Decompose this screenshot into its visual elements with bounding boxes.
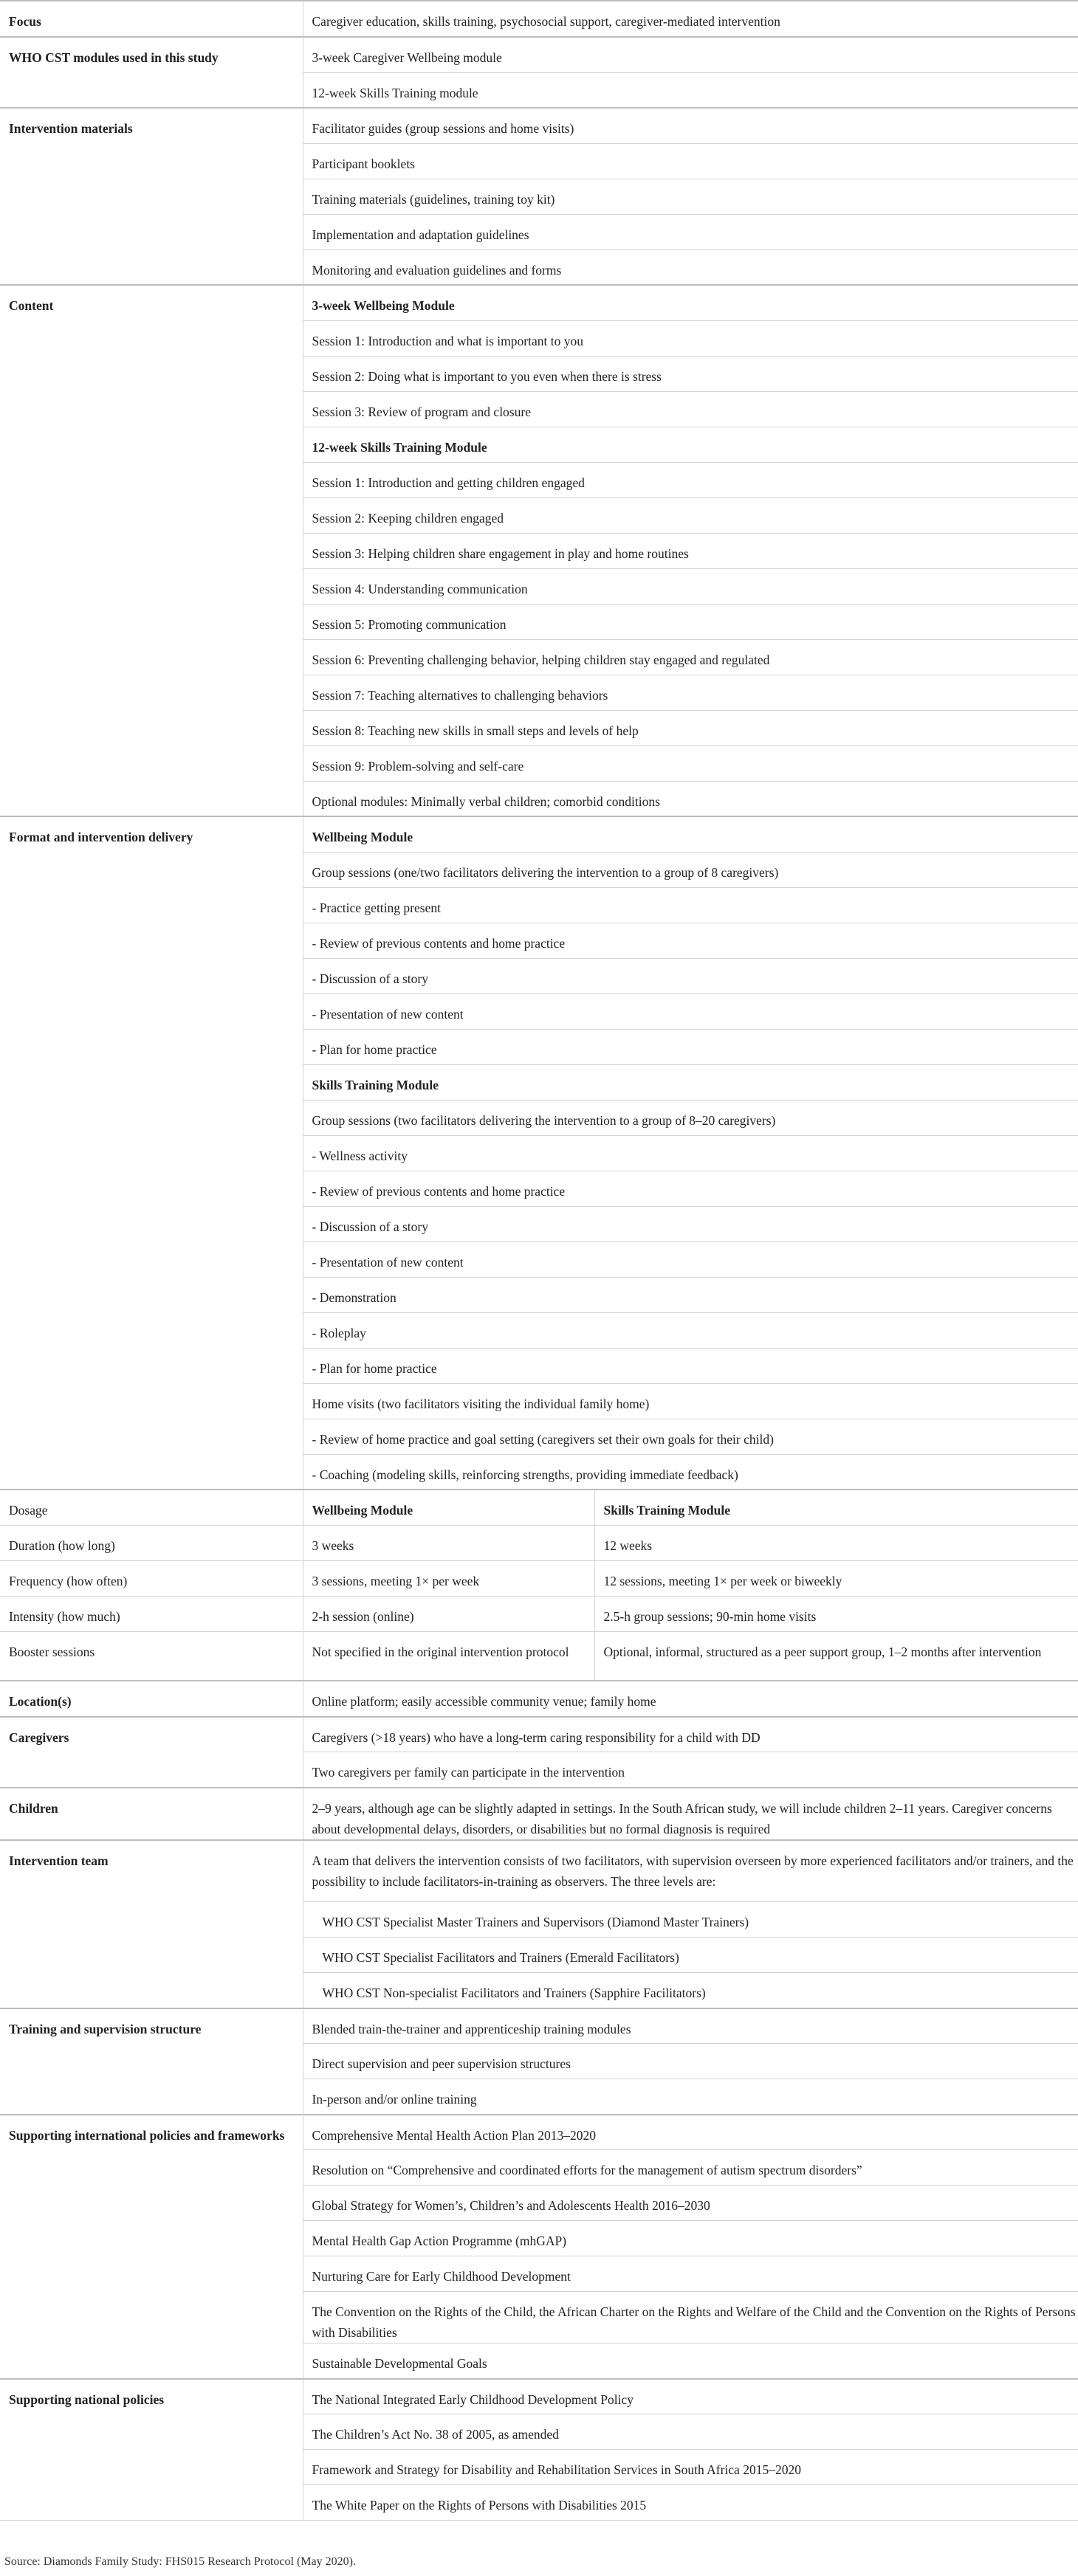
- row-item-format: - Practice getting present: [303, 887, 1078, 923]
- row-label-dosage: Dosage: [0, 1490, 303, 1526]
- dosage-sub-label: Frequency (how often): [0, 1561, 303, 1597]
- row-item-materials: Participant booklets: [303, 143, 1078, 179]
- row-item-team: WHO CST Specialist Facilitators and Trainers (Emerald Facilitators): [303, 1938, 1078, 1973]
- row-item-team: WHO CST Specialist Master Trainers and Supervisors (Diamond Master Trainers): [303, 1902, 1078, 1938]
- row-item-content: Session 2: Keeping children engaged: [303, 497, 1078, 533]
- row-item-national: Framework and Strategy for Disability and Rehabilitation Services in South Africa 2015–2020: [303, 2450, 1078, 2485]
- table-row: [0, 1681, 1078, 1717]
- table-row: [0, 1840, 1078, 1902]
- dosage-skills-value: 2.5-h group sessions; 90-min home visits: [594, 1597, 1078, 1632]
- row-item-training: In-person and/or online training: [303, 2079, 1078, 2115]
- row-item-materials: Facilitator guides (group sessions and home visits): [303, 108, 1078, 143]
- row-item-format: - Wellness activity: [303, 1135, 1078, 1171]
- row-item-format: - Plan for home practice: [303, 1029, 1078, 1064]
- row-label-materials: Intervention materials: [0, 108, 303, 285]
- table-row: [0, 1490, 1078, 1526]
- row-item-format: Skills Training Module: [303, 1064, 1078, 1100]
- row-item-content: Session 4: Understanding communication: [303, 568, 1078, 604]
- dosage-col-skills: Skills Training Module: [594, 1490, 1078, 1526]
- row-item-content: Session 3: Helping children share engagement in play and home routines: [303, 533, 1078, 568]
- row-item-international: Resolution on “Comprehensive and coordinated efforts for the management of autism spectrum disorders”: [303, 2150, 1078, 2186]
- table-row: [0, 285, 1078, 320]
- dosage-wellbeing-value: 3 sessions, meeting 1× per week: [303, 1561, 594, 1597]
- row-label-children: Children: [0, 1788, 303, 1840]
- row-item-caregivers: Two caregivers per family can participate in the intervention: [303, 1752, 1078, 1788]
- dosage-wellbeing-value: 3 weeks: [303, 1526, 594, 1561]
- row-item-children: 2–9 years, although age can be slightly adapted in settings. In the South African study, we will include children 2–11 years. Caregiver concerns about developmental delays, disorders, or disabilities but no formal diagnosis is required: [303, 1788, 1078, 1840]
- dosage-skills-value: 12 weeks: [594, 1526, 1078, 1561]
- row-label-content: Content: [0, 285, 303, 816]
- table-source-note: Source: Diamonds Family Study: FHS015 Research Protocol (May 2020).: [4, 2555, 356, 2568]
- dosage-col-wellbeing: Wellbeing Module: [303, 1490, 594, 1526]
- row-label-format: Format and intervention delivery: [0, 816, 303, 1490]
- table-row: [0, 1717, 1078, 1752]
- table-row: [0, 1561, 1078, 1597]
- row-item-format: - Presentation of new content: [303, 1241, 1078, 1277]
- row-item-training: Direct supervision and peer supervision structures: [303, 2044, 1078, 2079]
- row-item-format: - Demonstration: [303, 1277, 1078, 1312]
- row-item-location: Online platform; easily accessible community venue; family home: [303, 1681, 1078, 1717]
- table-row: [0, 1526, 1078, 1561]
- row-item-content: Session 8: Teaching new skills in small steps and levels of help: [303, 710, 1078, 745]
- row-item-caregivers: Caregivers (>18 years) who have a long-term caring responsibility for a child with DD: [303, 1717, 1078, 1752]
- row-item-national: The White Paper on the Rights of Persons with Disabilities 2015: [303, 2485, 1078, 2521]
- row-item-format: - Discussion of a story: [303, 958, 1078, 993]
- table-row: [0, 108, 1078, 143]
- dosage-sub-label: Duration (how long): [0, 1526, 303, 1561]
- row-item-international: Nurturing Care for Early Childhood Development: [303, 2256, 1078, 2292]
- row-item-materials: Implementation and adaptation guidelines: [303, 214, 1078, 249]
- row-item-team: A team that delivers the intervention consists of two facilitators, with supervision overseen by more experienced facilitators and/or trainers, and the possibility to include facilitators-in-training as observers. The three levels are:: [303, 1840, 1078, 1902]
- row-label-training: Training and supervision structure: [0, 2008, 303, 2115]
- row-item-international: Sustainable Developmental Goals: [303, 2343, 1078, 2379]
- row-label-team: Intervention team: [0, 1840, 303, 2008]
- table-row: [0, 816, 1078, 852]
- row-item-format: Home visits (two facilitators visiting the individual family home): [303, 1383, 1078, 1419]
- dosage-wellbeing-value: 2-h session (online): [303, 1597, 594, 1632]
- row-item-materials: Monitoring and evaluation guidelines and forms: [303, 249, 1078, 285]
- row-item-content: 3-week Wellbeing Module: [303, 285, 1078, 320]
- row-item-national: The National Integrated Early Childhood Development Policy: [303, 2379, 1078, 2414]
- row-label-focus: Focus: [0, 1, 303, 37]
- row-item-format: - Review of home practice and goal setting (caregivers set their own goals for their child): [303, 1419, 1078, 1454]
- row-item-focus: Caregiver education, skills training, psychosocial support, caregiver-mediated intervention: [303, 1, 1078, 37]
- table-row: [0, 1632, 1078, 1681]
- dosage-skills-value: 12 sessions, meeting 1× per week or biweekly: [594, 1561, 1078, 1597]
- row-item-format: Group sessions (one/two facilitators delivering the intervention to a group of 8 caregivers): [303, 852, 1078, 887]
- dosage-sub-label: Intensity (how much): [0, 1597, 303, 1632]
- row-label-national: Supporting national policies: [0, 2379, 303, 2521]
- row-item-content: Session 9: Problem-solving and self-care: [303, 745, 1078, 781]
- table-row: [0, 2008, 1078, 2044]
- row-item-format: Wellbeing Module: [303, 816, 1078, 852]
- row-item-format: - Discussion of a story: [303, 1206, 1078, 1241]
- row-item-international: Mental Health Gap Action Programme (mhGAP): [303, 2221, 1078, 2256]
- row-item-international: The Convention on the Rights of the Child, the African Charter on the Rights and Welfare of the Child and the Convention on the Rights of Persons with Disabilities: [303, 2292, 1078, 2343]
- dosage-sub-label: Booster sessions: [0, 1632, 303, 1681]
- row-item-format: - Roleplay: [303, 1312, 1078, 1348]
- row-item-content: Session 5: Promoting communication: [303, 604, 1078, 639]
- row-item-national: The Children’s Act No. 38 of 2005, as amended: [303, 2414, 1078, 2450]
- table-row: [0, 1, 1078, 37]
- row-item-modules: 3-week Caregiver Wellbeing module: [303, 37, 1078, 72]
- table-row: [0, 1788, 1078, 1840]
- row-item-content: Session 6: Preventing challenging behavior, helping children stay engaged and regulated: [303, 639, 1078, 675]
- row-item-content: Session 7: Teaching alternatives to challenging behaviors: [303, 675, 1078, 710]
- row-label-location: Location(s): [0, 1681, 303, 1717]
- row-item-format: - Review of previous contents and home practice: [303, 923, 1078, 958]
- dosage-skills-value: Optional, informal, structured as a peer support group, 1–2 months after intervention: [594, 1632, 1078, 1681]
- row-item-content: Session 3: Review of program and closure: [303, 391, 1078, 427]
- row-item-format: - Plan for home practice: [303, 1348, 1078, 1383]
- row-item-modules: 12-week Skills Training module: [303, 72, 1078, 108]
- row-item-content: Session 2: Doing what is important to you even when there is stress: [303, 356, 1078, 391]
- row-item-format: - Presentation of new content: [303, 993, 1078, 1029]
- table-row: [0, 2115, 1078, 2150]
- row-item-content: Optional modules: Minimally verbal children; comorbid conditions: [303, 781, 1078, 816]
- row-item-format: Group sessions (two facilitators delivering the intervention to a group of 8–20 caregivers): [303, 1100, 1078, 1135]
- row-label-caregivers: Caregivers: [0, 1717, 303, 1788]
- dosage-wellbeing-value: Not specified in the original intervention protocol: [303, 1632, 594, 1681]
- row-item-training: Blended train-the-trainer and apprenticeship training modules: [303, 2008, 1078, 2044]
- row-item-international: Comprehensive Mental Health Action Plan 2013–2020: [303, 2115, 1078, 2150]
- row-item-content: Session 1: Introduction and what is important to you: [303, 320, 1078, 356]
- table-row: [0, 1597, 1078, 1632]
- row-item-team: WHO CST Non-specialist Facilitators and Trainers (Sapphire Facilitators): [303, 1973, 1078, 2008]
- row-item-content: 12-week Skills Training Module: [303, 427, 1078, 462]
- row-item-format: - Review of previous contents and home practice: [303, 1171, 1078, 1206]
- row-item-materials: Training materials (guidelines, training toy kit): [303, 179, 1078, 214]
- row-label-modules: WHO CST modules used in this study: [0, 37, 303, 108]
- table-row: [0, 2379, 1078, 2414]
- table-row: [0, 37, 1078, 72]
- row-item-content: Session 1: Introduction and getting children engaged: [303, 462, 1078, 497]
- row-item-international: Global Strategy for Women’s, Children’s and Adolescents Health 2016–2030: [303, 2186, 1078, 2221]
- row-label-international: Supporting international policies and frameworks: [0, 2115, 303, 2379]
- row-item-format: - Coaching (modeling skills, reinforcing strengths, providing immediate feedback): [303, 1454, 1078, 1490]
